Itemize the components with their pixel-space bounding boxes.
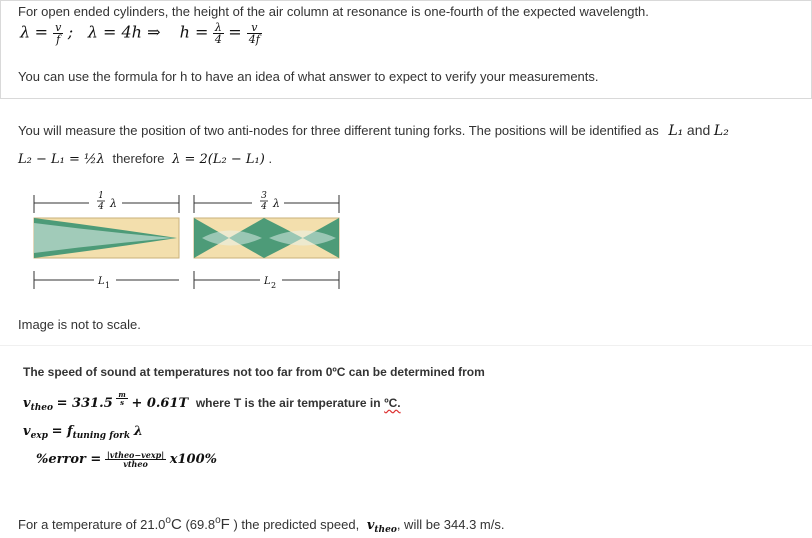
eq-v-over-4f: $\frac{v}{4f}$	[248, 21, 260, 46]
tube-diagram	[24, 183, 350, 298]
intro-line: For open ended cylinders, the height of the air column at resonance is one-fourth of the expected wavelength.	[18, 4, 649, 19]
measure-text: You will measure the position of two anti-nodes for three different tuning forks. The positions will be identified as	[18, 123, 659, 138]
and-text: and	[686, 122, 711, 138]
formula-hint: You can use the formula for h to have an idea of what answer to expect to verify your measurements.	[18, 69, 599, 84]
L2-label: L	[264, 276, 271, 287]
scale-note: Image is not to scale.	[18, 317, 141, 332]
vexp-equation: $v_{exp} = f_{tuning fork}$ λ	[23, 424, 143, 441]
L1-sub: 1	[105, 281, 111, 290]
speed-intro: The speed of sound at temperatures not too far from 0ºC can be determined from	[23, 365, 485, 379]
label-quarter-num: 1	[98, 191, 104, 201]
eq-lambda: λ	[20, 22, 31, 42]
label-quarter-den: 4	[98, 202, 104, 212]
relation-eq: L₂ − L₁ = ½λ	[18, 152, 105, 167]
unit-m-over-s: $\frac{m}{s}$	[118, 390, 126, 407]
lambda-formula: λ = 2(L₂ − L₁)	[172, 152, 265, 167]
L1-symbol: L₁	[668, 123, 684, 139]
eq-h: h =	[179, 22, 209, 42]
deg-c-text: ºC.	[384, 396, 401, 410]
label-three-quarter-num: 3	[261, 191, 267, 201]
eq-lambda-4h: λ = 4h ⇒	[87, 22, 161, 42]
error-fraction: $\frac{\text{|vtheo−vexp|}}{\text{vtheo}}$	[106, 450, 165, 470]
L1-label: L	[98, 276, 105, 287]
relation-line: L₂ − L₁ = ½λ therefore λ = 2(L₂ − L₁) .	[18, 151, 273, 167]
label-three-quarter-lambda: λ	[273, 197, 280, 210]
L2-sub: 2	[271, 281, 277, 290]
measure-line	[18, 122, 729, 139]
prediction-footer: For a temperature of 21.0$^o$C (69.8$^o$F ) the predicted speed, $v_{theo}$, will be 344.3 m/s.	[18, 515, 505, 535]
section-divider	[0, 345, 812, 346]
vtheo-equation: $v_{theo} = 331.5$ $\frac{m}{s}$ + 0.61T where T is the air temperature in ºC.	[23, 390, 401, 413]
therefore-text: therefore	[112, 151, 165, 166]
L2-symbol: L₂	[713, 123, 729, 139]
eq-v-over-f: $\frac{v}{f}$	[55, 21, 62, 46]
label-three-quarter-den: 4	[261, 202, 267, 212]
error-equation: %error = $\frac{\text{|vtheo−vexp|}}{\text{vtheo}}$ x100%	[36, 450, 217, 470]
wavelength-equations: λ = $\frac{v}{f}$ ; λ = 4h ⇒ h = $\frac{\lambda}{4}$ = $\frac{v}{4f}$	[20, 21, 260, 46]
label-quarter-lambda: λ	[110, 197, 117, 210]
eq-lambda-over-4: $\frac{\lambda}{4}$	[214, 21, 222, 46]
